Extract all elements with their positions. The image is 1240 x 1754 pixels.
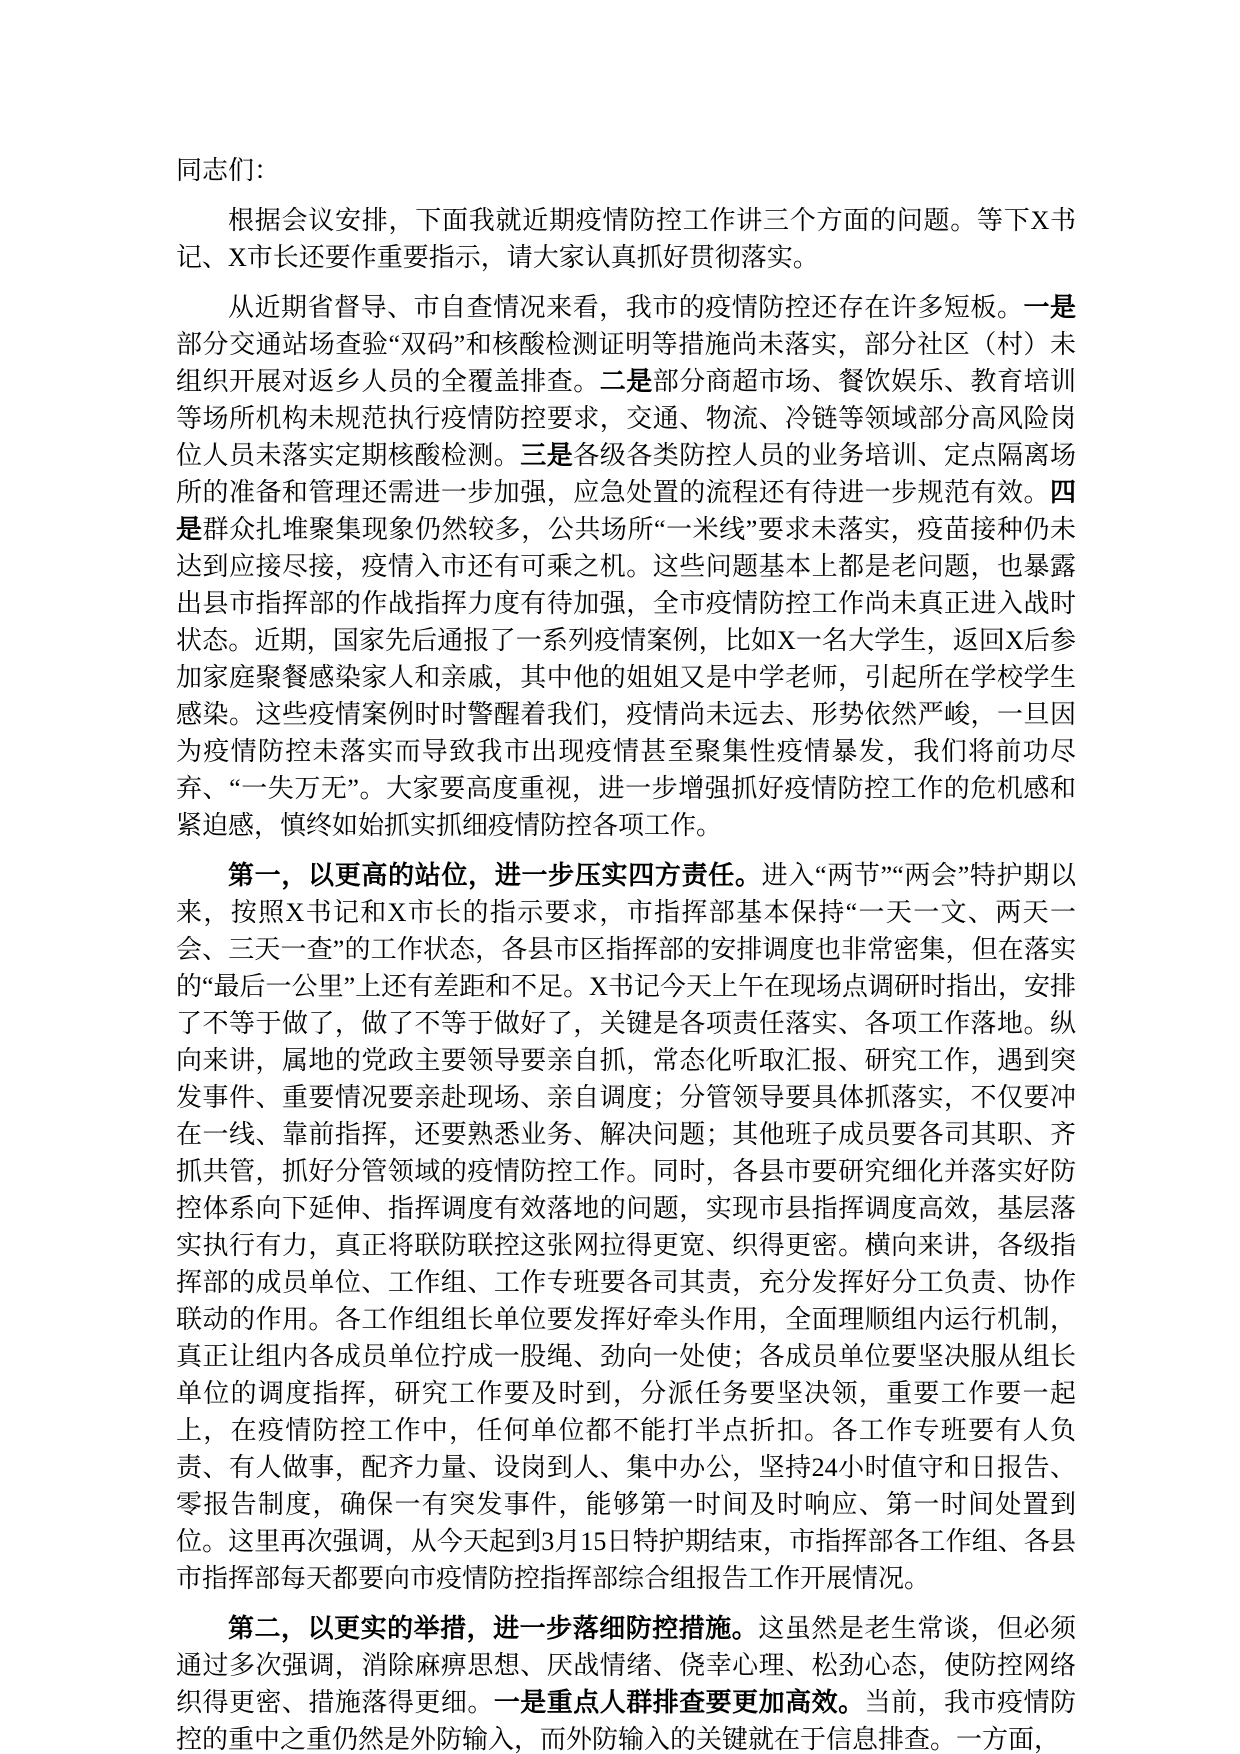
bold-text-run: 第一，以更高的站位，进一步压实四方责任。 (228, 861, 762, 890)
text-run: 各级各类防控人员的业务培训、定点隔离场所的准备和管理还需进一步加强，应急处置的流程还有待进一步规范有效。 (176, 441, 1076, 507)
paragraph (176, 1610, 1076, 1754)
bold-text-run: 三是 (520, 441, 574, 470)
text-run: 当前，我市疫情防控的重中之重仍然是外防输入，而外防输入的关键就在于信息排查。一方面， (176, 1688, 1076, 1754)
text-run: 同志们： (176, 156, 281, 185)
bold-text-run: 第二，以更实的举措，进一步落细防控措施。 (228, 1614, 759, 1643)
text-run: 部分商超市场、餐饮娱乐、教育培训等场所机构未规范执行疫情防控要求，交通、物流、冷链等领域部分高风险岗位人员未落实定期核酸检测。 (176, 367, 1076, 470)
bold-text-run: 一是重点人群排查要更加高效。 (493, 1688, 865, 1717)
text-run: 进入“两节”“两会”特护期以来，按照X书记和X市长的指示要求，市指挥部基本保持“一天一文、两天一会、三天一查”的工作状态，各县市区指挥部的安排调度也非常密集，但在落实的“最后一公里”上还有差距和不足。X书记今天上午在现场点调研时指出，安排了不等于做了，做了不等于做好了，关键是各项责任落实、各项工作落地。纵向来讲，属地的党政主要领导要亲自抓，常态化听取汇报、研究工作，遇到突发事件、重要情况要亲赴现场、亲自调度；分管领导要具体抓落实，不仅要冲在一线、靠前指挥，还要熟悉业务、解决问题；其他班子成员要各司其职、齐抓共管，抓好分管领域的疫情防控工作。同时，各县市要研究细化并落实好防控体系向下延伸、指挥调度有效落地的问题，实现市县指挥调度高效，基层落实执行有力，真正将联防联控这张网拉得更宽、织得更密。横向来讲，各级指挥部的成员单位、工作组、工作专班要各司其责，充分发挥好分工负责、协作联动的作用。各工作组组长单位要发挥好牵头作用，全面理顺组内运行机制，真正让组内各成员单位拧成一股绳、劲向一处使；各成员单位要坚决服从组长单位的调度指挥，研究工作要及时到，分派任务要坚决领，重要工作要一起上，在疫情防控工作中，任何单位都不能打半点折扣。各工作专班要有人负责、有人做事，配齐力量、设岗到人、集中办公，坚持24小时值守和日报告、零报告制度，确保一有突发事件，能够第一时间及时响应、第一时间处置到位。这里再次强调，从今天起到3月15日特护期结束，市指挥部各工作组、各县市指挥部每天都要向市疫情防控指挥部综合组报告工作开展情况。 (176, 861, 1076, 1593)
text-run: 部分交通站场查验“双码”和核酸检测证明等措施尚未落实，部分社区（村）未组织开展对返乡人员的全覆盖排查。 (176, 330, 1076, 396)
bold-text-run: 一是 (1023, 293, 1076, 322)
paragraph (176, 202, 1076, 276)
bold-text-run: 四是 (176, 478, 1076, 544)
text-run: 根据会议安排，下面我就近期疫情防控工作讲三个方面的问题。等下X书记、X市长还要作重要指示，请大家认真抓好贯彻落实。 (176, 206, 1076, 272)
document-body (176, 152, 1076, 1754)
paragraph (176, 152, 1076, 189)
bold-text-run: 二是 (599, 367, 653, 396)
paragraph (176, 289, 1076, 844)
paragraph (176, 857, 1076, 1597)
text-run: 这虽然是老生常谈，但必须通过多次强调，消除麻痹思想、厌战情绪、侥幸心理、松劲心态，使防控网络织得更密、措施落得更细。 (176, 1614, 1076, 1717)
text-run: 从近期省督导、市自查情况来看，我市的疫情防控还存在许多短板。 (228, 293, 1024, 322)
text-run: 群众扎堆聚集现象仍然较多，公共场所“一米线”要求未落实，疫苗接种仍未达到应接尽接，疫情入市还有可乘之机。这些问题基本上都是老问题，也暴露出县市指挥部的作战指挥力度有待加强，全市疫情防控工作尚未真正进入战时状态。近期，国家先后通报了一系列疫情案例，比如X一名大学生，返回X后参加家庭聚餐感染家人和亲戚，其中他的姐姐又是中学老师，引起所在学校学生感染。这些疫情案例时时警醒着我们，疫情尚未远去、形势依然严峻，一旦因为疫情防控未落实而导致我市出现疫情甚至聚集性疫情暴发，我们将前功尽弃、“一失万无”。大家要高度重视，进一步增强抓好疫情防控工作的危机感和紧迫感，慎终如始抓实抓细疫情防控各项工作。 (176, 515, 1076, 840)
